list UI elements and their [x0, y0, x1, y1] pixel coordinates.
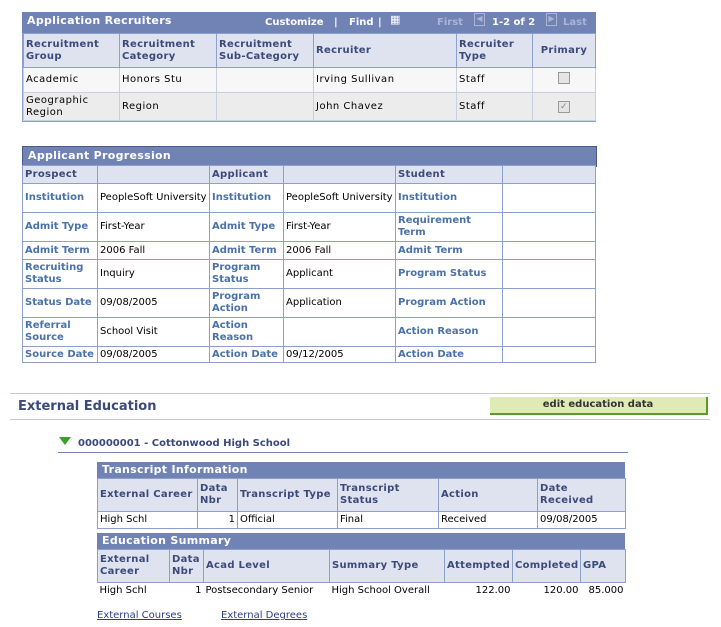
field-value: PeopleSoft University	[284, 184, 396, 213]
column-header: Applicant	[210, 166, 284, 184]
cell-recruiter: Irving Sullivan	[314, 68, 457, 93]
transcript-table	[97, 478, 626, 529]
cell: 122.00	[475, 585, 511, 597]
column-header: Summary Type	[330, 550, 445, 583]
cell: 1	[195, 585, 202, 597]
table-row	[24, 68, 596, 93]
cell: High Schl	[98, 512, 198, 529]
cell-subcategory	[217, 68, 314, 93]
field-value	[503, 289, 596, 318]
collapse-triangle-icon[interactable]	[59, 437, 71, 445]
field-value: First-Year	[98, 213, 210, 242]
field-label: Admit Term	[396, 242, 503, 260]
column-header	[503, 166, 596, 184]
field-value: 09/08/2005	[98, 289, 210, 318]
header-row	[24, 34, 596, 68]
cell-recruiter: John Chavez	[314, 93, 457, 121]
field-label: Admit Term	[23, 242, 98, 260]
customize-link[interactable]: Customize	[265, 17, 324, 28]
primary-checkbox[interactable]: ✓	[559, 101, 569, 112]
recruiters-table	[23, 33, 596, 121]
cell-primary	[533, 93, 596, 121]
cell: 85.000	[588, 585, 624, 597]
field-label: Action Reason	[210, 318, 284, 347]
column-header: Prospect	[23, 166, 98, 184]
cell-primary	[533, 68, 596, 93]
external-courses-link[interactable]: External Courses	[97, 610, 182, 621]
column-header: Student	[396, 166, 503, 184]
cell: 120.00	[543, 585, 579, 597]
column-header	[98, 166, 210, 184]
column-header: Recruitment Group	[24, 34, 120, 68]
cell: 09/08/2005	[538, 512, 626, 529]
field-label: Admit Type	[210, 213, 284, 242]
row-count: 1-2 of 2	[492, 17, 536, 28]
progression-title: Applicant Progression	[28, 149, 172, 162]
table-row	[23, 184, 596, 213]
previous-arrow-icon[interactable]: ◀	[474, 13, 485, 26]
summary-title: Education Summary	[102, 534, 232, 547]
field-value: Application	[284, 289, 396, 318]
table-row	[98, 583, 626, 600]
field-label: Requirement Term	[396, 213, 503, 242]
column-header: Acad Level	[204, 550, 330, 583]
field-label: Admit Term	[210, 242, 284, 260]
field-label: Admit Type	[23, 213, 98, 242]
cell: High School Overall	[331, 585, 430, 597]
column-header	[284, 166, 396, 184]
school-heading: 000000001 - Cottonwood High School	[78, 438, 291, 449]
field-label: Action Reason	[396, 318, 503, 347]
field-label: Source Date	[23, 347, 98, 363]
header-row	[98, 550, 626, 583]
cell-type: Staff	[457, 68, 533, 93]
column-header: External Career	[98, 550, 170, 583]
column-header: Recruitment Sub-Category	[217, 34, 314, 68]
cell: Received	[439, 512, 538, 529]
nav-separator: |	[334, 17, 338, 28]
cell: High Schl	[99, 585, 147, 597]
column-header: Transcript Status	[338, 479, 439, 512]
table-row	[98, 512, 626, 529]
cell-type: Staff	[457, 93, 533, 121]
field-label: Status Date	[23, 289, 98, 318]
table-row	[23, 242, 596, 260]
find-link[interactable]: Find	[349, 17, 374, 28]
column-header: Recruitment Category	[120, 34, 217, 68]
field-value	[503, 260, 596, 289]
cell: 1	[198, 512, 238, 529]
field-value	[284, 318, 396, 347]
school-underline	[58, 452, 628, 453]
transcript-title-bar	[97, 462, 625, 478]
first-link: First	[437, 17, 463, 28]
column-header: Attempted	[445, 550, 513, 583]
summary-table	[97, 549, 626, 600]
field-value: 2006 Fall	[284, 242, 396, 260]
field-value	[503, 318, 596, 347]
column-header: Primary	[533, 34, 596, 68]
view-all-grid-icon[interactable]: ▦	[390, 13, 401, 26]
transcript-title: Transcript Information	[102, 463, 248, 476]
column-header: GPA	[581, 550, 626, 583]
cell: Final	[338, 512, 439, 529]
next-arrow-icon[interactable]: ▶	[546, 13, 557, 26]
divider	[10, 419, 710, 420]
recruiters-title: Application Recruiters	[27, 14, 172, 27]
column-header: Recruiter	[314, 34, 457, 68]
table-row	[24, 93, 596, 121]
field-value: 09/12/2005	[284, 347, 396, 363]
field-value	[503, 347, 596, 363]
nav-separator: |	[378, 17, 382, 28]
divider	[10, 393, 710, 394]
field-value	[503, 213, 596, 242]
cell-category: Honors Stu	[120, 68, 217, 93]
field-value: First-Year	[284, 213, 396, 242]
column-header: Recruiter Type	[457, 34, 533, 68]
cell-group: Geographic Region	[24, 93, 120, 121]
cell: Official	[238, 512, 338, 529]
last-link: Last	[563, 17, 587, 28]
table-row	[23, 289, 596, 318]
field-label: Referral Source	[23, 318, 98, 347]
column-header: External Career	[98, 479, 198, 512]
cell-group: Academic	[24, 68, 120, 93]
column-header: Data Nbr	[170, 550, 204, 583]
table-row	[23, 260, 596, 289]
field-label: Program Status	[210, 260, 284, 289]
cell-subcategory	[217, 93, 314, 121]
field-label: Institution	[210, 184, 284, 213]
field-label: Recruiting Status	[23, 260, 98, 289]
field-label: Institution	[23, 184, 98, 213]
table-row	[23, 213, 596, 242]
column-header: Date Received	[538, 479, 626, 512]
external-degrees-link[interactable]: External Degrees	[221, 610, 308, 621]
field-value: School Visit	[98, 318, 210, 347]
progression-table	[22, 165, 596, 363]
primary-checkbox[interactable]	[558, 72, 570, 84]
field-value: PeopleSoft University	[98, 184, 210, 213]
column-header: Completed	[513, 550, 581, 583]
field-label: Program Action	[396, 289, 503, 318]
field-label: Program Action	[210, 289, 284, 318]
field-value: Applicant	[284, 260, 396, 289]
field-value: Inquiry	[98, 260, 210, 289]
field-label: Action Date	[210, 347, 284, 363]
field-value: 2006 Fall	[98, 242, 210, 260]
column-header: Data Nbr	[198, 479, 238, 512]
field-value	[503, 184, 596, 213]
header-row	[23, 166, 596, 184]
field-value	[503, 242, 596, 260]
field-label: Institution	[396, 184, 503, 213]
field-label: Program Status	[396, 260, 503, 289]
external-education-title: External Education	[18, 399, 157, 414]
progression-title-bar	[22, 146, 597, 167]
cell-category: Region	[120, 93, 217, 121]
column-header: Action	[439, 479, 538, 512]
header-row	[98, 479, 626, 512]
field-label: Action Date	[396, 347, 503, 363]
table-row	[23, 318, 596, 347]
column-header: Transcript Type	[238, 479, 338, 512]
cell: Postsecondary Senior	[205, 585, 314, 597]
field-value: 09/08/2005	[98, 347, 210, 363]
edit-education-data-button[interactable]: edit education data	[490, 397, 708, 415]
table-row	[23, 347, 596, 363]
summary-title-bar	[97, 533, 625, 549]
